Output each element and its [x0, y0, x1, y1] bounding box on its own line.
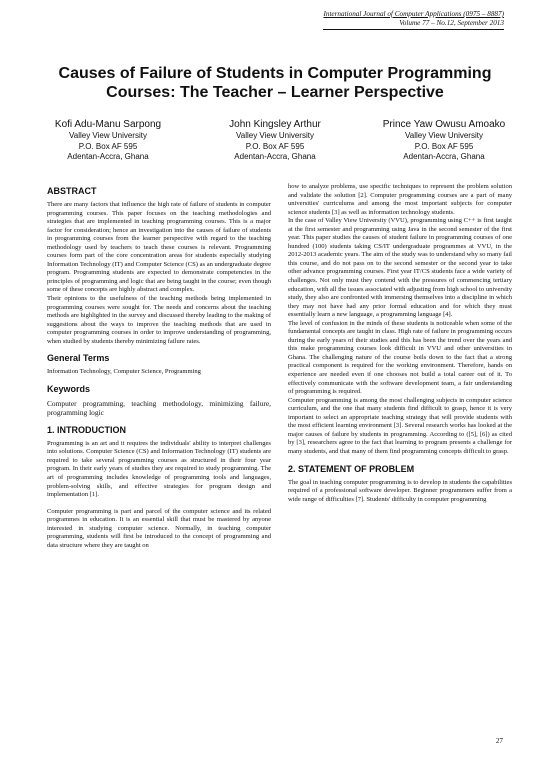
keywords-text: Computer programming, teaching methodology, minimizing failure, programming logic: [47, 398, 271, 418]
author-affiliation: Valley View University: [405, 131, 483, 140]
general-terms-text: Information Technology, Computer Science, Programming: [47, 368, 201, 376]
introduction-paragraph: Computer programming is among the most challenging subjects in computer science curriculum, and the one that many students find difficult to grasp, hence it is very important to select an appropriate teaching strategy that will provide students with the most efficient learning environment [3]. Several research works has looked at the major causes of failure by students in programming. According to ([5], [6]) as cited by [3], researchers agree to the fact that learning to program presents a challenge for many students, and that many of them find programming concepts difficult to grasp.: [288, 396, 512, 455]
author-location: Adentan-Accra, Ghana: [234, 152, 316, 161]
problem-heading: 2. STATEMENT OF PROBLEM: [288, 463, 415, 474]
introduction-paragraph: Computer programming is part and parcel of the computer science and its related programmes in education. It is an essential skill that must be mastered by anyone interested in studying computer science. Normally, in teaching computer programming, students will first be introduced to the concept of programming and data structure where they are taught on: [47, 507, 271, 549]
author-location: Adentan-Accra, Ghana: [403, 152, 485, 161]
author-affiliation: Valley View University: [236, 131, 314, 140]
keywords-heading: Keywords: [47, 383, 91, 394]
journal-name: International Journal of Computer Applications (0975 – 8887): [323, 10, 504, 18]
author-block: [38, 119, 178, 163]
general-terms-heading: General Terms: [47, 353, 110, 364]
abstract-heading: ABSTRACT: [47, 186, 97, 196]
introduction-paragraph: In the case of Valley View University (VVU), programming using C++ is first taught at the first semester and programming using Java in the second semester of the first year. This paper studies the causes of student failure in programming courses of one hundred (100) students taking CS/IT undergraduate programmes at VVU, in the 2012-2013 academic years. The aim of the study was to understand why so many fail this course, and do not pass on to the second semester or the second year to take other advance programming courses. First year IT/CS students face a wide variety of challenges. Not only must they contend with the pressures of commencing tertiary education, with all the issues associated with adjusting from high school to university study, they also are confronted with immersing themselves into a discipline in which they may not have had any prior formal education and for which they must essentially learn a new language, a programming language [4].: [288, 217, 512, 319]
left-column: [47, 183, 271, 550]
author-address: P.O. Box AF 595: [78, 141, 138, 151]
author-name: John Kingsley Arthur: [229, 119, 321, 130]
running-header: [323, 10, 504, 30]
paper-title: Causes of Failure of Students in Computer Programming Courses: The Teacher – Learner Perspective: [58, 65, 492, 101]
journal-volume: Volume 77 – No.12, September 2013: [323, 19, 504, 30]
author-address: P.O. Box AF 595: [245, 141, 305, 151]
problem-paragraph: The goal in teaching computer programming is to develop in students the capabilities required of a professional software developer. Beginner programmers suffer from a wide range of difficulties [7]. Students' difficulty in computer programming: [288, 478, 512, 503]
introduction-heading: 1. INTRODUCTION: [47, 424, 127, 435]
right-column: [288, 183, 512, 504]
author-name: Kofi Adu-Manu Sarpong: [54, 119, 162, 130]
abstract-paragraph: There are many factors that influence the high rate of failure of students in computer programming courses. This paper focuses on the teaching methodologies and strategies that are implemented in teaching programming courses. This is a major factor for consideration; hence an investigation into the causes of failure of students in programming courses from the learner perspective with regard to the teaching methodology used by teachers to teach these courses is relevant. Programming courses form part of the core concentration areas for students especially studying Information Technology (IT) and Computer Science (CS) as an undergraduate degree program. Programming students are expected to demonstrate competencies in the principles of programming and logic that are being taught in the course; even though some of these concepts are highly abstract and complex.: [47, 201, 271, 294]
introduction-paragraph: Programming is an art and it requires the individuals' ability to interpret challenges into solutions. Computer Science (CS) and Information Technology (IT) students are required to take several programming courses as structured in their four year program. In their early years of studies they are required to study programming. The art of programming includes knowledge of programming tools and languages, problem-solving skills, and effective strategies for program design and implementation [1].: [47, 439, 271, 499]
abstract-paragraph: Their opinions to the usefulness of the teaching methods being implemented in programming courses were sought for. The needs and concerns about the teaching methods are highlighted in the survey and discussed thereby leading to the making of suggestions about the ways to improve the teaching methods that are used in computer programming courses in order to improve understanding of programming, when studied by students thereby minimizing failure rates.: [47, 295, 271, 345]
introduction-paragraph: The level of confusion in the minds of these students is noticeable when some of the fundamental concepts are taught in class. High rate of failure in programming occurs during the early years of their studies and this has been the trend over the years and this make programming courses look difficult in VVU and other universities in Ghana. The challenging nature of the course boils down to the fact that a strong practical component is required for the working environment. Therefore, hands on experience are needed even if one chooses not build a total career out of it. To effectively communicate with the software development team, a fair understanding of programming is required.: [288, 319, 512, 396]
author-address: P.O. Box AF 595: [414, 141, 474, 151]
page-number: 27: [495, 737, 503, 745]
author-affiliation: Valley View University: [69, 131, 147, 140]
author-block: [374, 119, 514, 163]
author-location: Adentan-Accra, Ghana: [67, 152, 149, 161]
author-name: Prince Yaw Owusu Amoako: [382, 119, 506, 130]
author-block: [205, 119, 345, 163]
introduction-paragraph: how to analyze problems, use specific techniques to represent the problem solution and validate the solution [2]. Computer programming courses are a part of many universities' curriculums and among the most important subjects for computer science students [3] as well as information technology students.: [288, 183, 512, 216]
